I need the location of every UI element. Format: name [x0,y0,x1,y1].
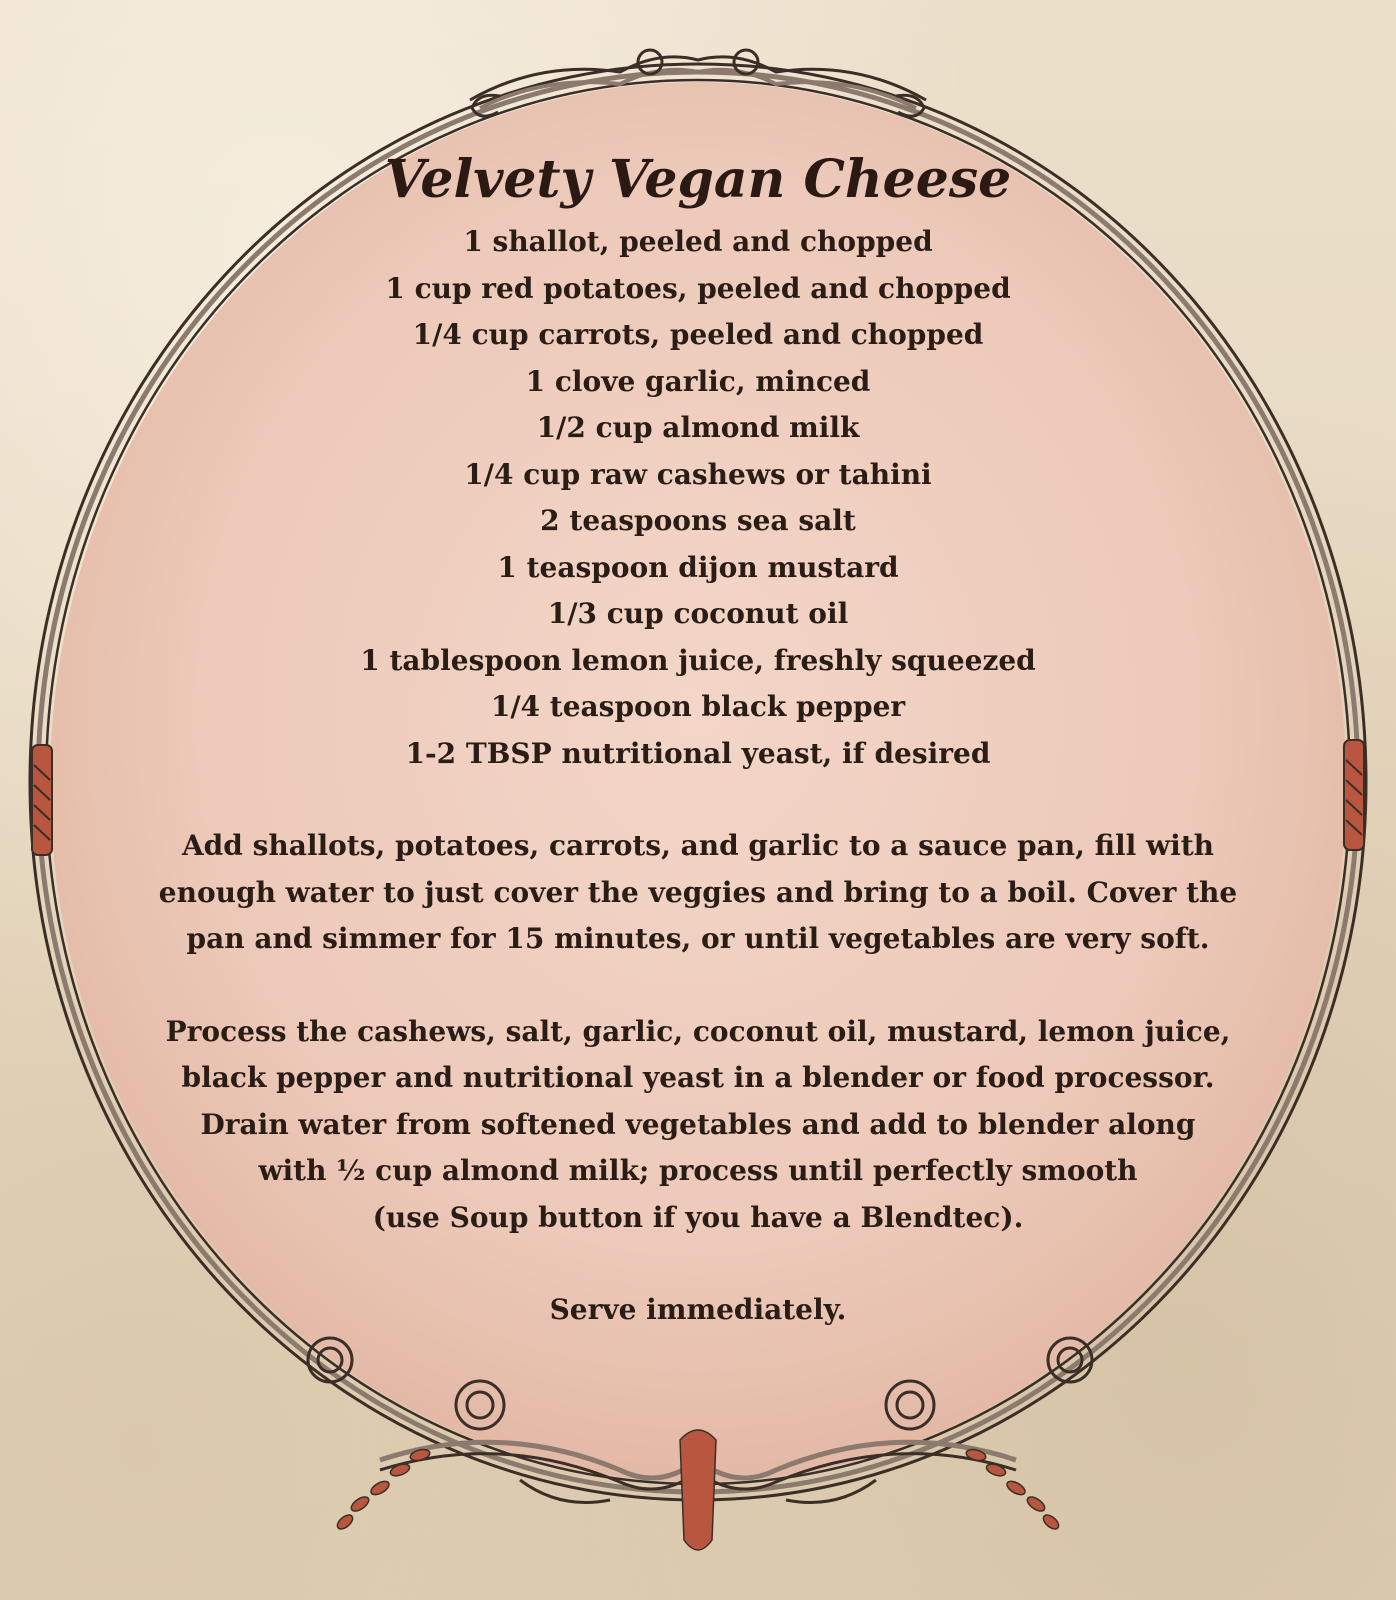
ingredient-list [90,219,1306,777]
instruction-line: Add shallots, potatoes, carrots, and garlic to a sauce pan, fill with [181,829,1215,862]
bottom-leaf-clusters [335,1430,1061,1550]
ingredient-item: 1/4 teaspoon black pepper [490,690,906,723]
instruction-line: Serve immediately. [549,1293,847,1326]
ingredient-item: 1/2 cup almond milk [536,411,860,444]
right-clasp [1344,740,1364,850]
instruction-line: (use Soup button if you have a Blendtec). [372,1200,1024,1234]
ingredient-item: 2 teaspoons sea salt [540,504,856,537]
instruction-step-1 [90,823,1306,963]
instruction-step-3 [90,1287,1306,1334]
ingredient-item: 1 shallot, peeled and chopped [463,225,933,258]
ingredient-item: 1-2 TBSP nutritional yeast, if desired [405,736,991,770]
instruction-line: Drain water from softened vegetables and add to blender along [200,1107,1196,1141]
instruction-line: with ½ cup almond milk; process until perfectly smooth [258,1154,1138,1187]
instruction-line: enough water to just cover the veggies and bring to a boil. Cover the [158,875,1238,909]
instruction-line: Process the cashews, salt, garlic, coconut oil, mustard, lemon juice, [165,1014,1231,1048]
instruction-step-2 [90,1009,1306,1242]
left-clasp [32,745,52,855]
ingredient-item: 1 teaspoon dijon mustard [497,550,899,584]
ingredient-item: 1 clove garlic, minced [525,364,871,398]
recipe-content [90,145,1306,1334]
ingredient-item: 1/4 cup raw cashews or tahini [464,457,932,491]
ingredient-item: 1/4 cup carrots, peeled and chopped [412,318,984,351]
recipe-title: Velvety Vegan Cheese [384,149,1012,210]
ingredient-item: 1 cup red potatoes, peeled and chopped [385,271,1011,305]
ingredient-item: 1/3 cup coconut oil [547,597,849,630]
instruction-line: black pepper and nutritional yeast in a blender or food processor. [181,1061,1215,1094]
instruction-line: pan and simmer for 15 minutes, or until vegetables are very soft. [186,922,1210,955]
ingredient-item: 1 tablespoon lemon juice, freshly squeezed [360,643,1036,677]
